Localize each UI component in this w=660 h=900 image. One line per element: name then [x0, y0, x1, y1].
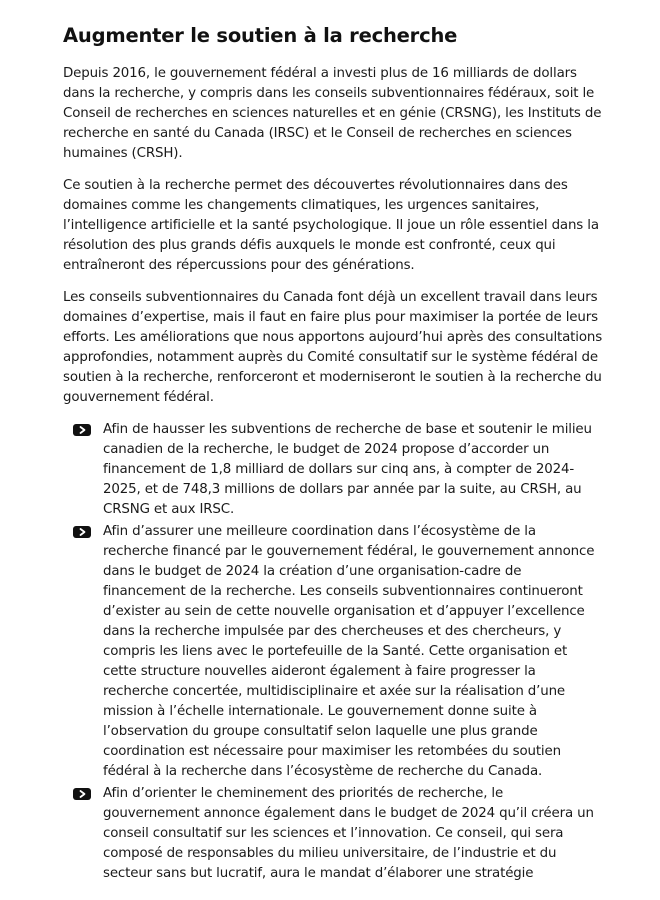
paragraph: Les conseils subventionnaires du Canada font déjà un excellent travail dans leurs domaines d’expertise, mais il faut en faire plus pour maximiser la portée de leurs efforts. Les améliorations que nous apportons aujourd’hui après des consultations approfondies, notamment auprès du Comité consultatif sur le système fédéral de soutien à la recherche, renforceront et moderniseront le soutien à la recherche du gouvernement fédéral.	[63, 290, 603, 405]
bullet-text: Afin de hausser les subventions de recherche de base et soutenir le milieu canadien de la recherche, le budget de 2024 propose d’accorder un financement de 1,8 milliard de dollars sur cinq ans, à compter de 2024-2025, et de 748,3 millions de dollars par année par la suite, au CRSH, au CRSNG et aux IRSC.	[103, 422, 592, 517]
arrow-bullet-icon	[73, 526, 91, 538]
document-page	[63, 22, 603, 886]
bullet-text: Afin d’orienter le cheminement des priorités de recherche, le gouvernement annonce également dans le budget de 2024 qu’il créera un conseil consultatif sur les sciences et l’innovation. Ce conseil, qui sera composé de responsables du milieu universitaire, de l’industrie et du secteur sans but lucratif, aura le mandat d’élaborer une stratégie	[103, 786, 594, 881]
bullet-text: Afin d’assurer une meilleure coordination dans l’écosystème de la recherche financé par le gouvernement fédéral, le gouvernement annonce dans le budget de 2024 la création d’une organisation-cadre de financement de la recherche. Les conseils subventionnaires continueront d’exister au sein de cette nouvelle organisation et d’appuyer l’excellence dans la recherche impulsée par des chercheuses et des chercheurs, y compris les liens avec le portefeuille de la Santé. Cette organisation et cette structure nouvelles aideront également à faire progresser la recherche concertée, multidisciplinaire et axée sur la réalisation d’une mission à l’échelle internationale. Le gouvernement donne suite à l’observation du groupe consultatif selon laquelle une plus grande coordination est nécessaire pour maximiser les retombées du soutien fédéral à la recherche dans l’écosystème de recherche du Canada.	[103, 524, 595, 779]
page-title: Augmenter le soutien à la recherche	[63, 24, 458, 47]
bullet-item	[63, 522, 603, 782]
arrow-bullet-icon	[73, 424, 91, 436]
bullet-list	[63, 420, 603, 884]
paragraph: Ce soutien à la recherche permet des découvertes révolutionnaires dans des domaines comme les changements climatiques, les urgences sanitaires, l’intelligence artificielle et la santé psychologique. Il joue un rôle essentiel dans la résolution des plus grands défis auxquels le monde est confronté, ceux qui entraîneront des répercussions pour des générations.	[63, 178, 599, 273]
paragraph: Depuis 2016, le gouvernement fédéral a investi plus de 16 milliards de dollars dans la recherche, y compris dans les conseils subventionnaires fédéraux, soit le Conseil de recherches en sciences naturelles et en génie (CRSNG), les Instituts de recherche en santé du Canada (IRSC) et le Conseil de recherches en sciences humaines (CRSH).	[63, 66, 602, 161]
bullet-item	[63, 784, 603, 884]
bullet-item	[63, 420, 603, 520]
arrow-bullet-icon	[73, 788, 91, 800]
